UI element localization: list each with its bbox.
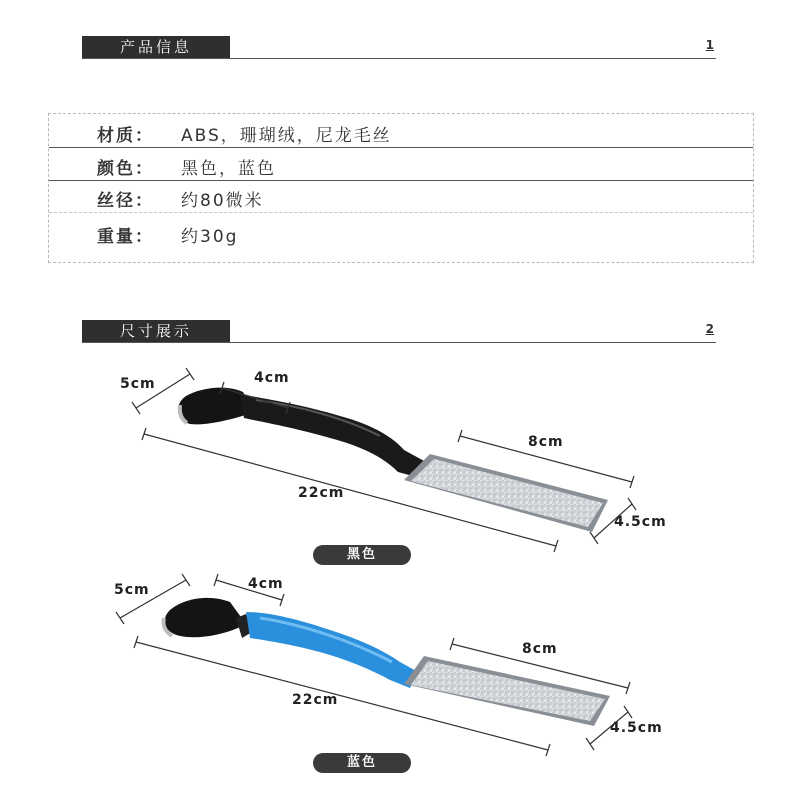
dim-total-length: 22cm (298, 485, 345, 501)
dim-total-length: 22cm (292, 692, 339, 708)
black-brush (178, 388, 608, 532)
brush-handle (240, 394, 426, 478)
dim-bristle-length: 4cm (254, 370, 290, 386)
color-badge-black: 黑色 (313, 545, 411, 565)
section-title: 尺寸展示 (82, 320, 230, 342)
spec-label: 材质： (97, 126, 154, 146)
spec-value: 约30g (181, 227, 239, 247)
dim-pad-length: 8cm (528, 434, 564, 450)
dim-head-width: 5cm (120, 376, 156, 392)
brush-handle (246, 612, 418, 688)
spec-label: 重量： (97, 227, 154, 247)
section-number: 2 (705, 322, 714, 336)
section-title: 产品信息 (82, 36, 230, 58)
spec-value: 黑色，蓝色 (181, 159, 276, 179)
dim-pad-width: 4.5cm (614, 514, 667, 530)
dim-pad-length: 8cm (522, 641, 558, 657)
color-badge-blue: 蓝色 (313, 753, 411, 773)
dim-pad-width: 4.5cm (610, 720, 663, 736)
spec-label: 丝径： (97, 191, 154, 211)
spec-label: 颜色： (97, 159, 154, 179)
bristles (165, 598, 246, 637)
section-number: 1 (705, 38, 714, 52)
dim-bristle-length: 4cm (248, 576, 284, 592)
blue-brush (163, 598, 610, 726)
spec-value: 约80微米 (181, 191, 264, 211)
dim-head-width: 5cm (114, 582, 150, 598)
spec-value: ABS，珊瑚绒，尼龙毛丝 (181, 126, 392, 146)
